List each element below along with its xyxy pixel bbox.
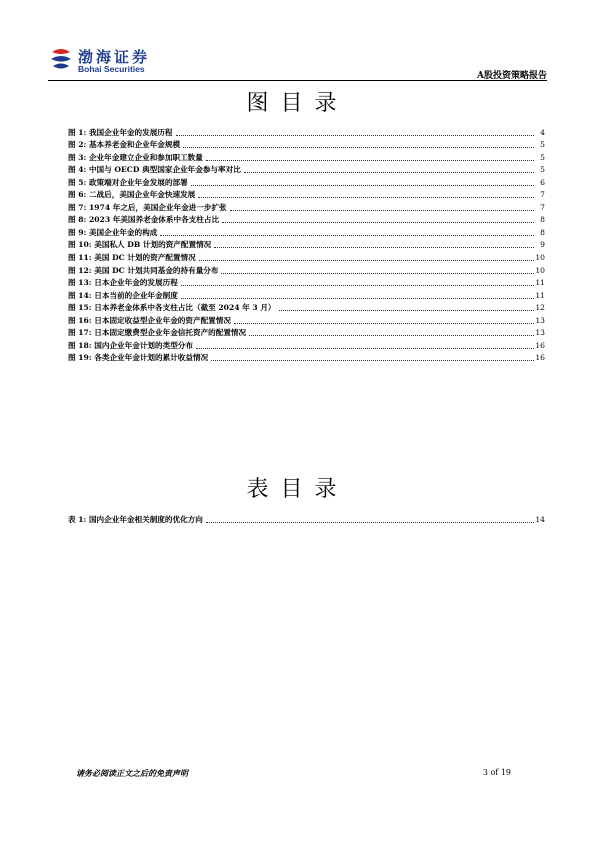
toc-leader-dots bbox=[183, 146, 534, 148]
toc-leader-dots bbox=[181, 284, 534, 286]
toc-entry-page: 8 bbox=[540, 215, 545, 225]
toc-entry[interactable] bbox=[68, 250, 545, 263]
toc-entry-page: 14 bbox=[535, 514, 545, 524]
toc-entry-page: 13 bbox=[535, 328, 545, 338]
toc-entry-page: 10 bbox=[535, 265, 545, 275]
toc-entry-page: 7 bbox=[540, 202, 545, 212]
toc-leader-dots bbox=[230, 209, 534, 211]
toc-leader-dots bbox=[206, 159, 534, 161]
toc-entry-page: 12 bbox=[535, 303, 545, 313]
toc-entry[interactable] bbox=[68, 512, 545, 525]
toc-entry[interactable] bbox=[68, 288, 545, 301]
toc-entry-page: 11 bbox=[535, 290, 545, 300]
toc-leader-dots bbox=[221, 272, 534, 274]
toc-leader-dots bbox=[198, 196, 534, 198]
toc-entry-label: 图 17: 日本固定缴费型企业年金信托资产的配置情况 bbox=[68, 328, 247, 338]
report-type-label: A股投资策略报告 bbox=[477, 71, 547, 81]
toc-entry-page: 16 bbox=[535, 340, 545, 350]
toc-leader-dots bbox=[160, 234, 534, 236]
toc-entry[interactable] bbox=[68, 213, 545, 226]
figures-toc-list bbox=[68, 125, 545, 363]
toc-entry[interactable] bbox=[68, 338, 545, 351]
toc-entry-label: 图 19: 各类企业年金计划的累计收益情况 bbox=[68, 353, 209, 363]
toc-entry-label: 图 1: 我国企业年金的发展历程 bbox=[68, 127, 173, 137]
toc-entry[interactable] bbox=[68, 175, 545, 188]
toc-leader-dots bbox=[222, 221, 534, 223]
toc-entry-page: 6 bbox=[540, 177, 545, 187]
bohai-logo-icon bbox=[48, 46, 74, 74]
toc-entry-page: 10 bbox=[535, 253, 545, 263]
toc-entry-label: 图 8: 2023 年美国养老金体系中各支柱占比 bbox=[68, 215, 220, 225]
toc-entry-label: 图 12: 美国 DC 计划共同基金的持有量分布 bbox=[68, 265, 219, 275]
toc-leader-dots bbox=[199, 259, 534, 261]
toc-entry[interactable] bbox=[68, 313, 545, 326]
toc-entry-page: 13 bbox=[535, 315, 545, 325]
tables-toc-list bbox=[68, 512, 545, 525]
toc-entry-label: 图 3: 企业年金建立企业和参加职工数量 bbox=[68, 152, 203, 162]
toc-entry-page: 5 bbox=[540, 152, 545, 162]
toc-entry[interactable] bbox=[68, 200, 545, 213]
toc-entry[interactable] bbox=[68, 125, 545, 138]
toc-leader-dots bbox=[279, 309, 534, 311]
toc-entry-label: 图 4: 中国与 OECD 典型国家企业年金参与率对比 bbox=[68, 165, 241, 175]
toc-entry-label: 图 11: 美国 DC 计划的资产配置情况 bbox=[68, 253, 196, 263]
toc-entry[interactable] bbox=[68, 263, 545, 276]
toc-entry-page: 16 bbox=[535, 353, 545, 363]
toc-leader-dots bbox=[196, 347, 534, 349]
toc-leader-dots bbox=[214, 246, 534, 248]
logo-chinese-name: 渤海证券 bbox=[78, 48, 151, 66]
toc-leader-dots bbox=[181, 297, 534, 299]
toc-entry-label: 图 5: 政策端对企业年金发展的部署 bbox=[68, 177, 188, 187]
toc-entry-label: 图 6: 二战后，美国企业年金快速发展 bbox=[68, 190, 196, 200]
toc-entry[interactable] bbox=[68, 163, 545, 176]
toc-leader-dots bbox=[191, 184, 534, 186]
toc-entry-label: 图 15: 日本养老金体系中各支柱占比（截至 2024 年 3 月） bbox=[68, 303, 276, 313]
toc-leader-dots bbox=[206, 521, 534, 523]
toc-entry-label: 图 18: 国内企业年金计划的类型分布 bbox=[68, 340, 193, 350]
toc-entry[interactable] bbox=[68, 276, 545, 289]
toc-entry-label: 图 13: 日本企业年金的发展历程 bbox=[68, 278, 178, 288]
toc-entry-page: 5 bbox=[540, 165, 545, 175]
disclaimer-note: 请务必阅读正文之后的免责声明 bbox=[76, 768, 188, 778]
toc-entry-page: 8 bbox=[540, 227, 545, 237]
toc-leader-dots bbox=[176, 134, 535, 136]
logo-english-name: Bohai Securities bbox=[78, 64, 145, 74]
toc-entry-page: 11 bbox=[535, 278, 545, 288]
toc-entry[interactable] bbox=[68, 301, 545, 314]
toc-entry[interactable] bbox=[68, 351, 545, 364]
header-divider bbox=[48, 80, 547, 81]
toc-entry[interactable] bbox=[68, 138, 545, 151]
toc-entry[interactable] bbox=[68, 238, 545, 251]
toc-leader-dots bbox=[234, 322, 534, 324]
company-logo bbox=[48, 44, 188, 76]
toc-entry-label: 图 10: 美国私人 DB 计划的资产配置情况 bbox=[68, 240, 212, 250]
toc-entry[interactable] bbox=[68, 326, 545, 339]
toc-entry-page: 5 bbox=[540, 140, 545, 150]
toc-leader-dots bbox=[249, 334, 534, 336]
toc-entry-page: 9 bbox=[540, 240, 545, 250]
toc-entry-label: 图 2: 基本养老金和企业年金规模 bbox=[68, 140, 181, 150]
toc-entry[interactable] bbox=[68, 225, 545, 238]
toc-entry[interactable] bbox=[68, 150, 545, 163]
toc-entry[interactable] bbox=[68, 188, 545, 201]
toc-leader-dots bbox=[244, 171, 534, 173]
tables-toc-title: 表目录 bbox=[246, 477, 349, 502]
page-number: 3 of 19 bbox=[482, 768, 511, 777]
toc-entry-label: 图 16: 日本固定收益型企业年金的资产配置情况 bbox=[68, 315, 231, 325]
toc-entry-label: 图 7: 1974 年之后，美国企业年金进一步扩张 bbox=[68, 202, 227, 212]
toc-entry-page: 4 bbox=[540, 127, 545, 137]
figures-toc-title: 图目录 bbox=[246, 91, 349, 116]
toc-entry-label: 图 14: 日本当前的企业年金制度 bbox=[68, 290, 178, 300]
toc-entry-label: 图 9: 美国企业年金的构成 bbox=[68, 227, 158, 237]
toc-entry-label: 表 1: 国内企业年金相关制度的优化方向 bbox=[68, 514, 203, 524]
toc-entry-page: 7 bbox=[540, 190, 545, 200]
toc-leader-dots bbox=[211, 359, 534, 361]
